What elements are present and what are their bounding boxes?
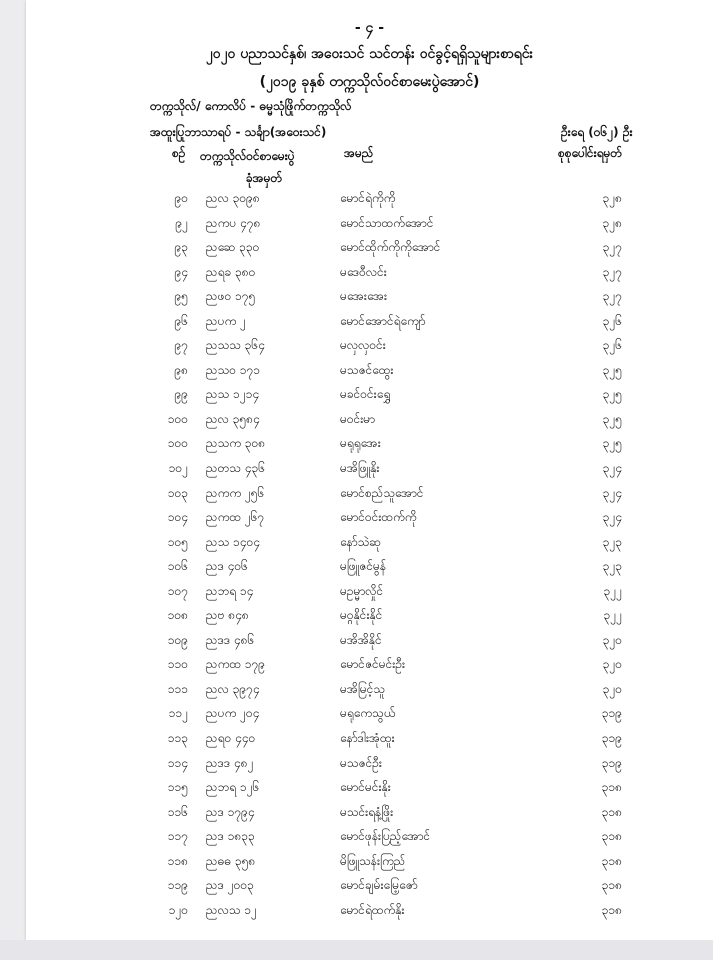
serial-no-cell: ၁၁၁ xyxy=(167,681,188,696)
name-cell: မဥမ္မာလှိုင် xyxy=(340,583,384,598)
name-cell: မောင်ချမ်းမြေ့ဇော် xyxy=(340,878,418,893)
marks-cell: ၃၂၃ xyxy=(602,559,622,574)
name-cell: မအိမြင့်သူ xyxy=(340,681,385,696)
university-line: တက္ကသိုလ်/ ကောလိပ် - ဓမ္မသုံဖြိုက်တက္ကသိုလ် xyxy=(150,99,352,113)
table-row xyxy=(26,652,713,677)
header-roll-line1: တက္ကသိုလ်ဝင်စာမေးပွဲ xyxy=(200,149,295,163)
serial-no-cell: ၉၄ xyxy=(174,264,188,279)
name-cell: မအေးအေး xyxy=(340,289,388,304)
table-row xyxy=(26,701,713,726)
roll-number-cell: ညသသ ၃၆၄ xyxy=(206,338,265,353)
serial-no-cell: ၉၉ xyxy=(174,387,188,402)
serial-no-cell: ၁၁၀ xyxy=(167,657,188,672)
name-cell: မောင်ရဲထက်နိုး xyxy=(340,902,405,917)
name-cell: မသဇင်ဦး xyxy=(340,755,382,770)
table-row xyxy=(26,382,713,407)
serial-no-cell: ၁၀၂ xyxy=(168,461,188,476)
roll-number-cell: ညပက ၂ xyxy=(206,313,246,328)
serial-no-cell: ၁၁၇ xyxy=(167,829,188,844)
table-row xyxy=(26,407,713,432)
marks-cell: ၃၂၈ xyxy=(602,215,622,230)
roll-number-cell: ညဒ ၁၈၃၃ xyxy=(206,829,255,844)
serial-no-cell: ၁၀၄ xyxy=(167,510,188,525)
marks-cell: ၃၂၆ xyxy=(602,313,622,328)
name-cell: နော်သဲဆု xyxy=(340,534,381,549)
serial-no-cell: ၁၂၀ xyxy=(168,902,188,917)
table-row xyxy=(26,800,713,825)
roll-number-cell: ညဖဝ ၁၇၅ xyxy=(206,289,256,304)
name-cell: မောင်ထိုက်ကိုကိုအောင် xyxy=(340,240,441,255)
table-row xyxy=(26,211,713,236)
serial-no-cell: ၉၈ xyxy=(174,362,188,377)
name-cell: မဝင်းမာ xyxy=(340,411,376,426)
viewer-bottom-margin xyxy=(0,940,713,960)
name-cell: မိဖြူသန်းကြည် xyxy=(340,853,406,868)
marks-cell: ၃၂၄ xyxy=(602,510,622,525)
marks-cell: ၃၂၅ xyxy=(602,362,622,377)
table-row xyxy=(26,284,713,309)
name-cell: မသင်းရနံ့ဖြိုး xyxy=(340,804,394,819)
roll-number-cell: ညတသ ၄၃၆ xyxy=(206,461,265,476)
roll-number-cell: ညဆေ ၃၃၀ xyxy=(206,240,260,255)
marks-cell: ၃၁၈ xyxy=(601,853,622,868)
serial-no-cell: ၁၁၃ xyxy=(167,731,188,746)
serial-no-cell: ၁၀၀ xyxy=(167,411,188,426)
serial-no-cell: ၉၃ xyxy=(174,240,188,255)
name-cell: မဖြူဇင်မွန် xyxy=(340,559,387,574)
name-cell: မောင်ဇင်မင်းဦး xyxy=(340,657,406,672)
marks-cell: ၃၁၉ xyxy=(601,755,622,770)
marks-cell: ၃၂၅ xyxy=(602,387,622,402)
serial-no-cell: ၁၀၈ xyxy=(167,608,188,623)
roll-number-cell: ညဘရ ၁၄ xyxy=(206,583,254,598)
name-cell: မောင်စည်သူအောင် xyxy=(340,485,424,500)
roll-number-cell: ညဗ ၈၄၈ xyxy=(206,608,249,623)
serial-no-cell: ၁၀၇ xyxy=(167,583,188,598)
roll-number-cell: ညသ ၁၂၁၄ xyxy=(206,387,260,402)
serial-no-cell: ၉၂ xyxy=(175,215,188,230)
marks-cell: ၃၁၈ xyxy=(601,780,622,795)
table-row xyxy=(26,456,713,481)
results-table-body xyxy=(26,186,713,922)
table-row xyxy=(26,628,713,653)
table-row xyxy=(26,726,713,751)
marks-cell: ၃၂၃ xyxy=(602,534,622,549)
serial-no-cell: ၁၁၅ xyxy=(167,780,188,795)
serial-no-cell: ၁၀၉ xyxy=(167,632,188,647)
header-total-marks: စုစုပေါင်းရမှတ် xyxy=(558,146,623,160)
marks-cell: ၃၁၈ xyxy=(601,878,622,893)
roll-number-cell: ညကပ ၄၇၈ xyxy=(206,215,261,230)
header-name: အမည် xyxy=(344,146,374,160)
marks-cell: ၃၁၈ xyxy=(601,902,622,917)
page-number: - ၄ - xyxy=(354,20,385,36)
roll-number-cell: ညလ ၃၀၉၈ xyxy=(206,191,260,205)
roll-number-cell: ညဒ ၂၀၀၃ xyxy=(206,878,254,893)
roll-number-cell: ညဒဒ ၄၈၂ xyxy=(206,755,254,770)
serial-no-cell: ၉၀ xyxy=(174,191,188,205)
document-subtitle: (၂၀၁၉ ခုနှစ် တက္ကသိုလ်ဝင်စာမေးပွဲအောင်) xyxy=(259,74,480,90)
name-cell: မောင်မင်းနိုး xyxy=(340,780,391,795)
roll-number-cell: ညသဝ ၁၇၁ xyxy=(206,362,261,377)
table-row xyxy=(26,603,713,628)
roll-number-cell: ညလ ၃၉၇၄ xyxy=(206,681,260,696)
table-row xyxy=(26,186,713,211)
serial-no-cell: ၉၅ xyxy=(174,289,188,304)
marks-cell: ၃၂၇ xyxy=(602,264,622,279)
marks-cell: ၃၂၄ xyxy=(602,461,622,476)
roll-number-cell: ညကထ ၂၆၇ xyxy=(206,510,265,525)
name-cell: မဒေဝီလင်း xyxy=(340,264,387,279)
roll-number-cell: ညဓဓ ၃၅၈ xyxy=(206,853,256,868)
serial-no-cell: ၁၀၃ xyxy=(167,485,188,500)
serial-no-cell: ၁၁၈ xyxy=(167,853,188,868)
table-row xyxy=(26,358,713,383)
name-cell: မောင်အောင်ရဲကျော် xyxy=(340,313,426,328)
marks-cell: ၃၂၇ xyxy=(602,240,622,255)
name-cell: မလှလှဝင်း xyxy=(340,338,386,353)
document-title: ၂၀၂၀ ပညာသင်နှစ်၊ အဝေးသင် သင်တန်း ဝင်ခွင့်ရရှိသူများစာရင်း xyxy=(205,46,534,62)
serial-no-cell: ၉၆ xyxy=(174,313,188,328)
serial-no-cell: ၁၀၅ xyxy=(167,534,188,549)
table-row xyxy=(26,677,713,702)
marks-cell: ၃၂၄ xyxy=(602,485,622,500)
roll-number-cell: ညဒ ၄၀၆ xyxy=(206,559,248,574)
serial-no-cell: ၁၀၆ xyxy=(167,559,188,574)
table-row xyxy=(26,431,713,456)
name-cell: မောင်သာထက်အောင် xyxy=(340,215,434,230)
serial-no-cell: ၁၁၆ xyxy=(167,804,188,819)
serial-no-cell: ၁၀၀ xyxy=(167,436,188,451)
marks-cell: ၃၂၀ xyxy=(602,681,622,696)
roll-number-cell: ညလသ ၁၂ xyxy=(206,902,257,917)
marks-cell: ၃၁၉ xyxy=(601,731,622,746)
table-row xyxy=(26,309,713,334)
serial-no-cell: ၁၁၂ xyxy=(168,706,188,721)
name-cell: မသဇင်ထွေး xyxy=(340,362,394,377)
table-row xyxy=(26,824,713,849)
table-row xyxy=(26,260,713,285)
table-row xyxy=(26,530,713,555)
table-row xyxy=(26,235,713,260)
marks-cell: ၃၁၈ xyxy=(601,804,622,819)
marks-cell: ၃၂၅ xyxy=(602,411,622,426)
table-row xyxy=(26,775,713,800)
marks-cell: ၃၂၀ xyxy=(602,632,622,647)
roll-number-cell: ညလ ၃၅၈၄ xyxy=(206,411,260,426)
table-row xyxy=(26,554,713,579)
roll-number-cell: ညသ ၁၄၀၄ xyxy=(206,534,261,549)
roll-number-cell: ညဒ ၁၇၉၄ xyxy=(206,804,255,819)
marks-cell: ၃၁၉ xyxy=(601,706,622,721)
roll-number-cell: ညသက ၃၀၈ xyxy=(206,436,266,451)
name-cell: မအိဖြူနိုး xyxy=(340,461,380,476)
name-cell: မရုကေသွယ် xyxy=(340,706,396,721)
header-serial-no: စဉ် xyxy=(172,146,186,160)
table-row xyxy=(26,579,713,604)
roll-number-cell: ညပက ၂၀၄ xyxy=(206,706,260,721)
name-cell: မောင်ဝင်းထက်ကို xyxy=(340,510,417,525)
serial-no-cell: ၁၁၄ xyxy=(167,755,188,770)
table-row xyxy=(26,849,713,874)
roll-number-cell: ညကထ ၁၇၉ xyxy=(206,657,266,672)
name-cell: မဝ္ဂနိုင်းနိုင် xyxy=(340,608,383,623)
table-row xyxy=(26,333,713,358)
header-roll-number xyxy=(200,145,328,189)
marks-cell: ၃၂၀ xyxy=(602,657,622,672)
roll-number-cell: ညဒဒ ၄၈၆ xyxy=(206,632,255,647)
marks-cell: ၃၂၂ xyxy=(603,583,622,598)
marks-cell: ၃၁၈ xyxy=(601,829,622,844)
table-row xyxy=(26,481,713,506)
marks-cell: ၃၂၇ xyxy=(602,289,622,304)
name-cell: နော်ဒါးအုံထူး xyxy=(340,731,395,746)
name-cell: မောင်ရဲကိုကို xyxy=(340,191,396,205)
roll-number-cell: ညရဝ ၄၄၀ xyxy=(206,731,256,746)
marks-cell: ၃၂၆ xyxy=(602,338,622,353)
name-cell: မအိအိနိုင် xyxy=(340,632,382,647)
table-row xyxy=(26,751,713,776)
name-cell: မောင်ဖုန်းပြည့်အောင် xyxy=(340,829,431,844)
table-row xyxy=(26,505,713,530)
total-count: ဦးရေ (၀၆၂) ဦး xyxy=(561,125,633,139)
name-cell: မရုရုအေး xyxy=(340,436,381,451)
roll-number-cell: ညကက ၂၅၆ xyxy=(206,485,265,500)
subject-line: အထူးပြုဘာသာရပ် - သင်္ချာ(အဝေးသင်) xyxy=(150,125,327,139)
serial-no-cell: ၉၇ xyxy=(174,338,188,353)
marks-cell: ၃၂၅ xyxy=(602,436,622,451)
table-row xyxy=(26,873,713,898)
roll-number-cell: ညရခ ၃၈၀ xyxy=(206,264,256,279)
serial-no-cell: ၁၁၉ xyxy=(167,878,188,893)
header-roll-line2: ခုံအမှတ် xyxy=(245,171,283,185)
document-page xyxy=(26,0,713,940)
roll-number-cell: ညဘရ ၁၂၆ xyxy=(206,780,260,795)
marks-cell: ၃၂၂ xyxy=(603,608,622,623)
table-row xyxy=(26,898,713,923)
name-cell: မခင်ဝင်းရွှေ xyxy=(340,387,391,402)
marks-cell: ၃၂၈ xyxy=(602,191,622,205)
